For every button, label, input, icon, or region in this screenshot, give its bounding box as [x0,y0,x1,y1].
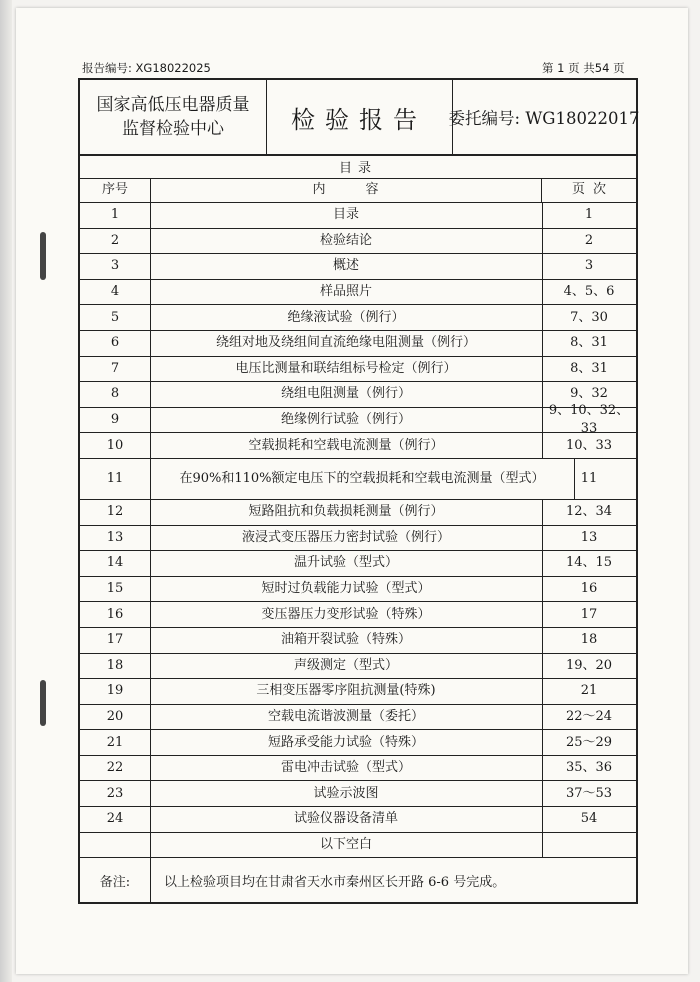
toc-row [80,433,636,459]
end-text: 以下空白 [150,833,543,858]
row-number: 20 [80,705,151,730]
row-pages: 19、20 [565,657,613,673]
toc-row [80,705,636,731]
toc-row [80,459,636,500]
row-pages: 11 [580,470,598,486]
page-info: 第 1 页 共54 页 [542,61,625,75]
remark-row [80,858,636,902]
row-number: 22 [80,756,151,781]
row-pages: 7、30 [570,309,608,325]
row-number: 16 [80,602,151,627]
row-content: 空载电流谐波测量（委托） [150,705,543,730]
row-pages: 8、31 [570,335,608,351]
report-title: 检验报告 [266,80,453,154]
binder-edge [0,0,12,982]
row-content: 空载损耗和空载电流测量（例行） [150,433,543,458]
row-content: 变压器压力变形试验（特殊） [150,602,543,627]
row-pages: 3 [584,258,594,274]
toc-row [80,679,636,705]
row-number: 2 [80,229,151,254]
toc-row [80,526,636,552]
organization-line-2: 监督检验中心 [122,119,224,139]
toc-title: 目录 [80,154,636,179]
row-pages: 9、32 [570,386,608,402]
row-number: 8 [80,382,151,407]
remark-label: 备注: [80,858,151,902]
row-number: 21 [80,730,151,755]
toc-row [80,628,636,654]
row-number: 1 [80,203,151,228]
row-content: 声级测定（型式） [150,654,543,679]
commission-number: 委托编号: WG18022017 [448,109,640,128]
report-number: 报告编号: XG18022025 [82,61,211,75]
header-no: 序号 [80,178,151,202]
row-content: 绕组电阻测量（例行） [150,382,543,407]
row-pages: 25～29 [565,734,613,750]
staple [40,680,46,726]
row-content: 试验示波图 [150,781,543,806]
row-content: 试验仪器设备清单 [150,807,543,832]
row-pages: 14、15 [565,555,613,571]
row-content: 三相变压器零序阻抗测量(特殊) [150,679,543,704]
toc-row [80,254,636,280]
toc-row [80,280,636,306]
row-number: 17 [80,628,151,653]
row-pages: 10、33 [565,437,613,453]
row-number: 4 [80,280,151,305]
title-block [80,80,640,156]
row-number: 3 [80,254,151,279]
row-content: 短路承受能力试验（特殊） [150,730,543,755]
row-number: 15 [80,577,151,602]
row-content: 电压比测量和联结组标号检定（例行） [150,357,543,382]
row-content: 雷电冲击试验（型式） [150,756,543,781]
row-content: 短路阻抗和负载损耗测量（例行） [150,500,543,525]
row-pages: 35、36 [565,760,613,776]
row-number: 19 [80,679,151,704]
header-content: 内容 [150,178,542,202]
row-pages: 37～53 [565,785,613,801]
remark-text: 以上检验项目均在甘肃省天水市秦州区长开路 6-6 号完成。 [164,874,506,890]
toc-row [80,551,636,577]
row-number: 24 [80,807,151,832]
toc-row [80,500,636,526]
row-content: 检验结论 [150,229,543,254]
row-number: 9 [80,408,151,433]
row-content: 绝缘例行试验（例行） [150,408,543,433]
row-content: 目录 [150,203,543,228]
end-row-number [80,833,151,858]
toc-row [80,331,636,357]
toc-row [80,357,636,383]
toc-header-row [80,178,636,203]
end-row [80,833,636,859]
row-pages: 4、5、6 [563,284,615,300]
row-number: 7 [80,357,151,382]
toc-row [80,730,636,756]
row-number: 10 [80,433,151,458]
row-pages: 54 [580,811,598,827]
row-content: 绝缘液试验（例行） [150,305,543,330]
toc-row [80,807,636,833]
header-page: 页次 [571,182,614,197]
row-content: 液浸式变压器压力密封试验（例行） [150,526,543,551]
row-content: 油箱开裂试验（特殊） [150,628,543,653]
organization-line-1: 国家高低压电器质量 [96,95,250,115]
toc-row [80,654,636,680]
toc-row [80,229,636,255]
row-number: 13 [80,526,151,551]
row-content: 绕组对地及绕组间直流绝缘电阻测量（例行） [150,331,543,356]
row-pages: 1 [584,207,594,223]
row-pages: 13 [580,529,598,545]
row-pages: 22～24 [565,708,613,724]
row-content: 温升试验（型式） [150,551,543,576]
row-pages: 18 [580,632,598,648]
row-number: 12 [80,500,151,525]
row-pages: 12、34 [565,504,613,520]
end-row-pages [542,833,636,858]
toc-row [80,756,636,782]
toc-row [80,577,636,603]
toc-row [80,403,636,437]
row-number: 6 [80,331,151,356]
toc-row [80,305,636,331]
row-number: 18 [80,654,151,679]
row-content: 样品照片 [150,280,543,305]
row-pages: 9、10、32、33 [548,403,630,437]
toc-row [80,203,636,229]
organization-name [80,80,267,154]
toc-row [80,602,636,628]
row-number: 14 [80,551,151,576]
report-frame [78,78,638,904]
row-content: 短时过负载能力试验（型式） [150,577,543,602]
row-pages: 17 [580,606,598,622]
row-pages: 2 [584,232,594,248]
row-pages: 16 [580,581,598,597]
toc-table [80,178,636,902]
row-pages: 21 [580,683,598,699]
toc-row [80,781,636,807]
staple [40,232,46,280]
row-content: 在90%和110%额定电压下的空载损耗和空载电流测量（型式） [150,459,575,499]
row-pages: 8、31 [570,360,608,376]
row-content: 概述 [150,254,543,279]
row-number: 11 [80,459,151,499]
row-number: 5 [80,305,151,330]
row-number: 23 [80,781,151,806]
